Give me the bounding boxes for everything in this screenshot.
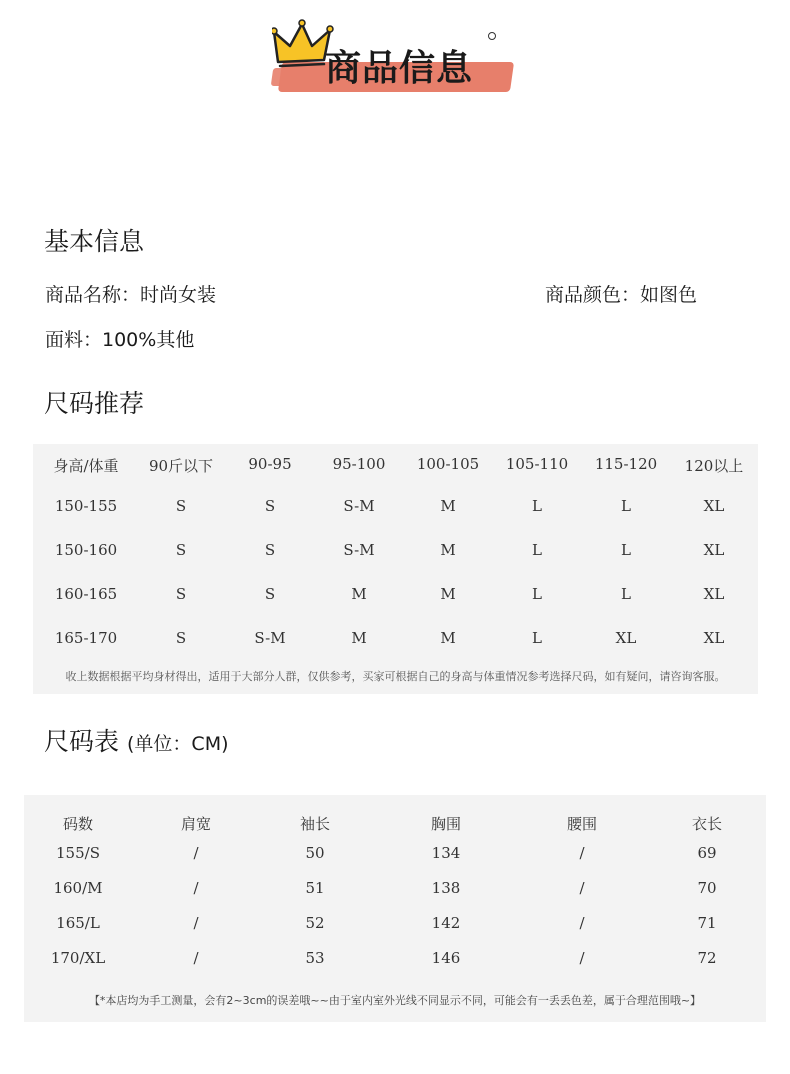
size-chart-note: 【*本店均为手工测量，会有2~3cm的误差哦~~由于室内室外光线不同显示不同，可能会有一丢丢色差，属于合理范围哦~】 <box>88 994 702 1007</box>
table-cell: / <box>579 949 585 967</box>
table-cell: M <box>440 541 456 559</box>
table-row <box>24 838 766 868</box>
table-cell: 165-170 <box>54 629 118 647</box>
header-cell: 105-110 <box>505 455 569 473</box>
table-cell: 150-155 <box>54 497 118 515</box>
size-recommend-table <box>33 444 758 694</box>
table-cell: L <box>621 541 631 559</box>
table-cell: 160-165 <box>54 585 118 603</box>
table-cell: M <box>351 585 367 603</box>
table-cell: / <box>193 914 199 932</box>
table-cell: XL <box>615 629 637 647</box>
header-cell: 身高/体重 <box>53 457 119 475</box>
table-cell: 71 <box>697 914 717 932</box>
header-cell: 衣长 <box>691 815 722 833</box>
table-row <box>33 580 758 610</box>
product-name: 商品名称：时尚女装 <box>45 284 217 306</box>
table-cell: 138 <box>431 879 461 897</box>
table-cell: M <box>440 497 456 515</box>
table-cell: 142 <box>431 914 461 932</box>
table-cell: S <box>264 497 276 515</box>
banner-title: 商品信息 <box>325 48 474 89</box>
table-cell: / <box>193 879 199 897</box>
header-cell: 胸围 <box>430 815 461 833</box>
table-row <box>24 908 766 938</box>
table-cell: / <box>579 879 585 897</box>
table-row <box>24 943 766 973</box>
table-row <box>24 873 766 903</box>
basic-info-title: 基本信息 <box>44 227 145 256</box>
table-cell: S <box>264 541 276 559</box>
table-header-row <box>33 450 758 480</box>
header-cell: 115-120 <box>594 455 658 473</box>
table-cell: L <box>532 585 542 603</box>
header-banner <box>270 8 530 100</box>
decorative-circle <box>488 32 496 40</box>
table-cell: / <box>193 949 199 967</box>
table-cell: 150-160 <box>54 541 118 559</box>
table-cell: S <box>175 629 187 647</box>
table-row <box>33 536 758 566</box>
header-cell: 腰围 <box>566 815 597 833</box>
table-cell: / <box>579 844 585 862</box>
table-cell: S <box>264 585 276 603</box>
product-fabric: 面料：100%其他 <box>45 329 195 351</box>
table-cell: 50 <box>305 844 325 862</box>
table-cell: 52 <box>305 914 325 932</box>
table-cell: / <box>579 914 585 932</box>
product-color: 商品颜色：如图色 <box>545 284 698 306</box>
table-cell: L <box>621 585 631 603</box>
header-cell: 95-100 <box>332 455 386 473</box>
size-chart-unit: (单位：CM) <box>127 733 229 755</box>
table-cell: 72 <box>697 949 717 967</box>
table-cell: 134 <box>431 844 461 862</box>
table-cell: L <box>532 541 542 559</box>
size-chart-title-text: 尺码表 <box>44 727 120 756</box>
header-cell: 120以上 <box>684 457 744 475</box>
table-cell: 70 <box>697 879 717 897</box>
table-cell: 155/S <box>56 844 100 862</box>
table-cell: M <box>440 629 456 647</box>
header-cell: 100-105 <box>416 455 480 473</box>
table-cell: M <box>440 585 456 603</box>
table-cell: 170/XL <box>50 949 106 967</box>
table-cell: XL <box>703 541 725 559</box>
table-cell: S-M <box>343 497 375 515</box>
header-cell: 袖长 <box>299 815 330 833</box>
size-chart-table <box>24 795 766 1022</box>
table-cell: S <box>175 585 187 603</box>
size-recommend-title: 尺码推荐 <box>44 389 145 418</box>
size-chart-title <box>44 722 229 758</box>
table-cell: S-M <box>254 629 286 647</box>
table-cell: L <box>621 497 631 515</box>
table-row <box>33 492 758 522</box>
table-header-row <box>24 807 766 837</box>
table-cell: XL <box>703 585 725 603</box>
table-cell: 146 <box>431 949 461 967</box>
table-cell: 51 <box>305 879 325 897</box>
table-cell: S-M <box>343 541 375 559</box>
header-cell: 90斤以下 <box>148 457 214 475</box>
table-cell: 69 <box>697 844 717 862</box>
table-cell: 165/L <box>56 914 100 932</box>
table-cell: 53 <box>305 949 325 967</box>
header-cell: 90-95 <box>248 455 292 473</box>
table-row <box>33 624 758 654</box>
table-cell: S <box>175 497 187 515</box>
table-cell: L <box>532 629 542 647</box>
table-cell: / <box>193 844 199 862</box>
table-cell: XL <box>703 629 725 647</box>
size-recommend-note: 收上数据根据平均身材得出，适用于大部分人群，仅供参考，买家可根据自己的身高与体重情况参考选择尺码，如有疑问，请咨询客服。 <box>65 670 726 683</box>
table-cell: XL <box>703 497 725 515</box>
header-cell: 肩宽 <box>180 815 211 833</box>
table-cell: L <box>532 497 542 515</box>
table-cell: S <box>175 541 187 559</box>
table-cell: M <box>351 629 367 647</box>
table-cell: 160/M <box>53 879 103 897</box>
header-cell: 码数 <box>62 815 93 833</box>
